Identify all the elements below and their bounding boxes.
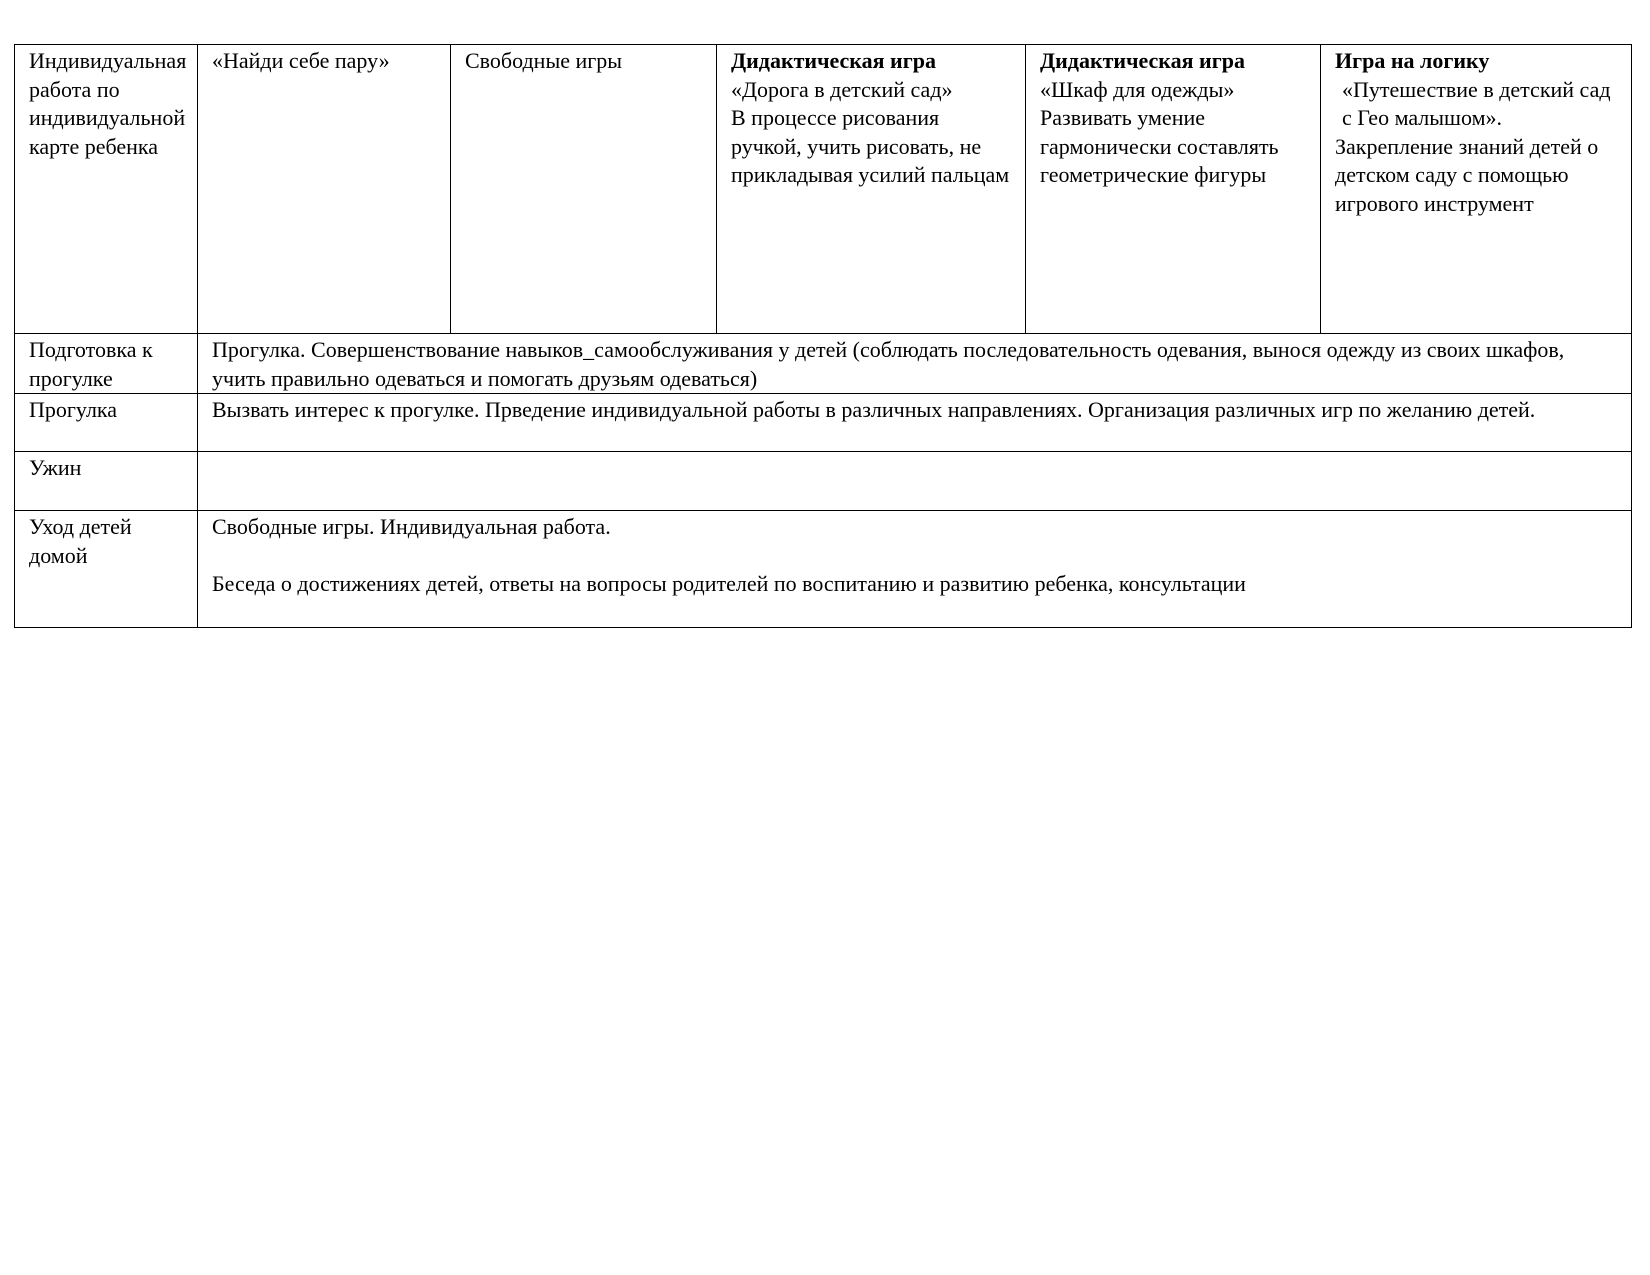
cell-game-text: Закрепление знаний детей о детском саду с помощью игрового инструмент	[1335, 133, 1599, 216]
cell-free-games: Свободные игры	[451, 45, 717, 334]
cell-title: Дидактическая игра	[1040, 48, 1245, 73]
cell-dinner-text	[198, 452, 1632, 511]
cell-title: Игра на логику	[1335, 48, 1490, 73]
cell-walk-text: Вызвать интерес к прогулке. Прведение индивидуальной работы в различных направлениях. Организация различных игр по желанию детей.	[198, 394, 1632, 452]
cell-game-text: Развивать умение гармонически составлять геометрические фигуры	[1040, 105, 1279, 187]
cell-walk-preparation-text: Прогулка. Совершенствование навыков_самообслуживания у детей (соблюдать последовательность одевания, вынося одежду из своих шкафов, учить правильно одеваться и помогать друзьям одеваться)	[198, 334, 1632, 394]
row-label-leaving-home: Уход детей домой	[15, 511, 198, 628]
cell-title: Дидактическая игра	[731, 48, 936, 73]
cell-game-name: «Шкаф для одежды»	[1040, 76, 1235, 102]
leaving-text-conversation: Беседа о достижениях детей, ответы на вопросы родителей по воспитанию и развитию ребенка, консультации	[212, 570, 1246, 596]
table-row-walk-preparation	[15, 334, 1632, 394]
cell-game-text: В процессе рисования ручкой, учить рисовать, не прикладывая усилий пальцам	[731, 105, 1010, 187]
cell-logic-game	[1321, 45, 1632, 334]
row-label-individual-work: Индивидуальная работа по индивидуальной карте ребенка	[15, 45, 198, 334]
cell-game-find-pair: «Найди себе пару»	[198, 45, 451, 334]
table-row-dinner	[15, 452, 1632, 511]
table-row-walk	[15, 394, 1632, 452]
daily-plan-table	[14, 44, 1632, 628]
table-row-individual-work	[15, 45, 1632, 334]
cell-game-name: «Дорога в детский сад»	[731, 76, 953, 102]
cell-leaving-home-text	[198, 511, 1632, 628]
cell-didactic-game-wardrobe	[1026, 45, 1321, 334]
cell-didactic-game-road	[717, 45, 1026, 334]
spacer	[212, 542, 1621, 570]
row-label-walk: Прогулка	[15, 394, 198, 452]
row-label-dinner: Ужин	[15, 452, 198, 511]
row-label-walk-preparation: Подготовка к прогулке	[15, 334, 198, 394]
cell-game-name: «Путешествие в детский сад с Гео малышом».	[1342, 76, 1611, 130]
table-row-leaving-home	[15, 511, 1632, 628]
leaving-text-games: Свободные игры. Индивидуальная работа.	[212, 514, 611, 539]
